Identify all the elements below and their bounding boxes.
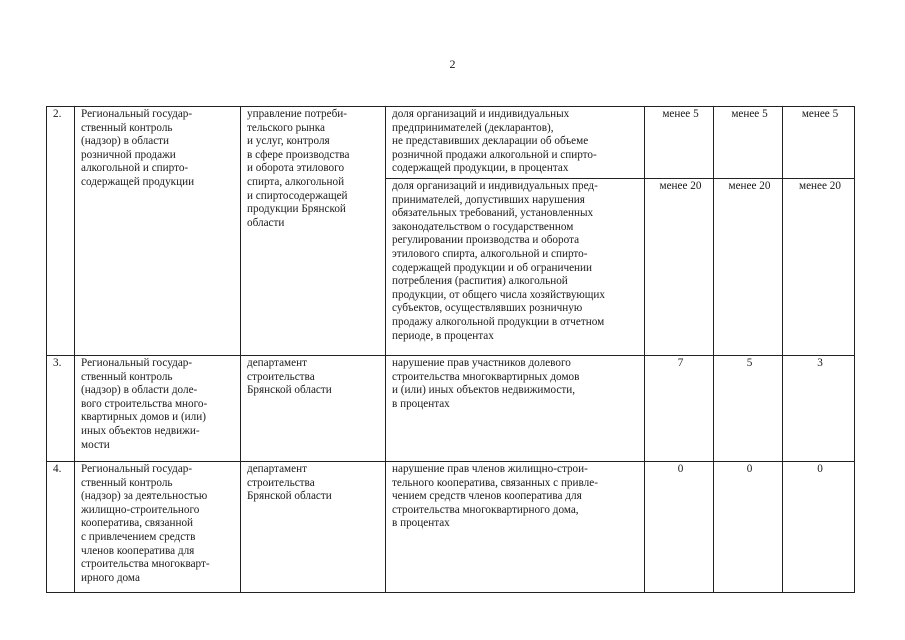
control-type-cell — [75, 356, 241, 462]
text-line: строительства — [247, 476, 315, 489]
text-line: продажу алкогольной продукции в отчетном — [392, 315, 605, 328]
row-number: 2. — [47, 107, 75, 356]
text-line: вого строительства много- — [81, 397, 208, 410]
authority-text — [247, 108, 382, 230]
text-line: управление потреби- — [247, 108, 347, 120]
value-cell: 5 — [714, 356, 783, 462]
text-line: принимателей, допустивших нарушения — [392, 193, 585, 206]
row-number: 3. — [47, 356, 75, 462]
value-cell: менее 5 — [783, 107, 855, 179]
text-line: ственный контроль — [81, 476, 173, 489]
control-type-text — [81, 463, 237, 585]
indicator-text — [392, 357, 641, 411]
text-line: строительства многоквартирного дома, — [392, 503, 579, 516]
indicator-cell — [386, 356, 645, 462]
table-row — [47, 356, 855, 462]
text-line: в процентах — [392, 397, 450, 410]
row-number: 4. — [47, 462, 75, 593]
text-line: Брянской области — [247, 384, 332, 397]
text-line: и спиртосодержащей — [247, 189, 348, 202]
text-line: тельного кооператива, связанных с привле- — [392, 476, 598, 489]
value-cell: менее 20 — [645, 179, 714, 356]
text-line: розничной продажи алкогольной и спирто- — [392, 148, 597, 161]
authority-cell — [241, 107, 386, 356]
text-line: иных объектов недвижи- — [81, 424, 200, 437]
text-line: содержащей продукции — [81, 175, 195, 188]
text-line: в сфере производства — [247, 148, 350, 161]
table-row — [47, 107, 855, 179]
text-line: Региональный государ- — [81, 108, 193, 120]
value-cell: менее 20 — [714, 179, 783, 356]
text-line: и услуг, контроля — [247, 135, 330, 148]
value-cell: 0 — [645, 462, 714, 593]
text-line: содержащей продукции, в процентах — [392, 162, 569, 175]
text-line: (надзор) за деятельностью — [81, 490, 208, 503]
text-line: регулировании производства и оборота — [392, 234, 580, 247]
indicator-text — [392, 180, 641, 343]
text-line: департамент — [247, 357, 307, 369]
control-type-text — [81, 357, 237, 452]
text-line: доля организаций и индивидуальных — [392, 108, 570, 120]
indicator-text — [392, 108, 641, 176]
text-line: не представивших декларации об объеме — [392, 135, 589, 148]
text-line: области — [247, 216, 285, 229]
table-row — [47, 462, 855, 593]
text-line: доля организаций и индивидуальных пред- — [392, 180, 598, 192]
text-line: периоде, в процентах — [392, 329, 494, 342]
text-line: нарушение прав членов жилищно-строи- — [392, 463, 588, 475]
indicator-cell — [386, 462, 645, 593]
value-cell: 3 — [783, 356, 855, 462]
text-line: членов кооператива для — [81, 544, 195, 557]
text-line: Региональный государ- — [81, 463, 193, 475]
authority-text — [247, 463, 382, 504]
text-line: субъектов, осуществлявших розничную — [392, 302, 583, 315]
text-line: жилищно-строительного — [81, 503, 200, 516]
text-line: розничной продажи — [81, 148, 176, 161]
text-line: Брянской области — [247, 490, 332, 503]
text-line: и оборота этилового — [247, 162, 345, 175]
text-line: строительства — [247, 370, 315, 383]
text-line: и (или) иных объектов недвижимости, — [392, 384, 576, 397]
text-line: в процентах — [392, 517, 450, 530]
text-line: (надзор) в области — [81, 135, 170, 148]
control-type-cell — [75, 462, 241, 593]
value-cell: менее 5 — [714, 107, 783, 179]
text-line: тельского рынка — [247, 121, 325, 134]
text-line: алкогольной и спирто- — [81, 162, 189, 175]
indicators-table — [46, 106, 855, 593]
authority-cell — [241, 462, 386, 593]
value-cell: менее 5 — [645, 107, 714, 179]
text-line: мости — [81, 438, 110, 451]
value-cell: 0 — [783, 462, 855, 593]
text-line: нарушение прав участников долевого — [392, 357, 571, 369]
value-cell: 0 — [714, 462, 783, 593]
text-line: этилового спирта, алкогольной и спирто- — [392, 247, 588, 260]
value-cell: менее 20 — [783, 179, 855, 356]
text-line: ственный контроль — [81, 370, 173, 383]
text-line: продукции, от общего числа хозяйствующих — [392, 288, 605, 301]
text-line: содержащей продукции и об ограничении — [392, 261, 593, 274]
authority-cell — [241, 356, 386, 462]
indicator-cell — [386, 179, 645, 356]
text-line: обязательных требований, установленных — [392, 207, 594, 220]
text-line: Региональный государ- — [81, 357, 193, 369]
page-number: 2 — [449, 57, 456, 71]
text-line: предпринимателей (декларантов), — [392, 121, 554, 134]
text-line: с привлечением средств — [81, 530, 196, 543]
text-line: кооператива, связанной — [81, 517, 194, 530]
control-type-text — [81, 108, 237, 190]
text-line: строительства многоквартирных домов — [392, 370, 580, 383]
value-cell: 7 — [645, 356, 714, 462]
text-line: департамент — [247, 463, 307, 475]
text-line: ственный контроль — [81, 121, 173, 134]
text-line: законодательством о государственном — [392, 220, 574, 233]
control-type-cell — [75, 107, 241, 356]
text-line: строительства многокварт- — [81, 558, 210, 571]
authority-text — [247, 357, 382, 398]
text-line: квартирных домов и (или) — [81, 411, 206, 424]
text-line: ирного дома — [81, 571, 140, 584]
text-line: потребления (распития) алкогольной — [392, 275, 568, 288]
text-line: чением средств членов кооператива для — [392, 490, 582, 503]
indicator-cell — [386, 107, 645, 179]
indicator-text — [392, 463, 641, 531]
text-line: продукции Брянской — [247, 203, 346, 216]
text-line: (надзор) в области доле- — [81, 384, 198, 397]
text-line: спирта, алкогольной — [247, 175, 345, 188]
